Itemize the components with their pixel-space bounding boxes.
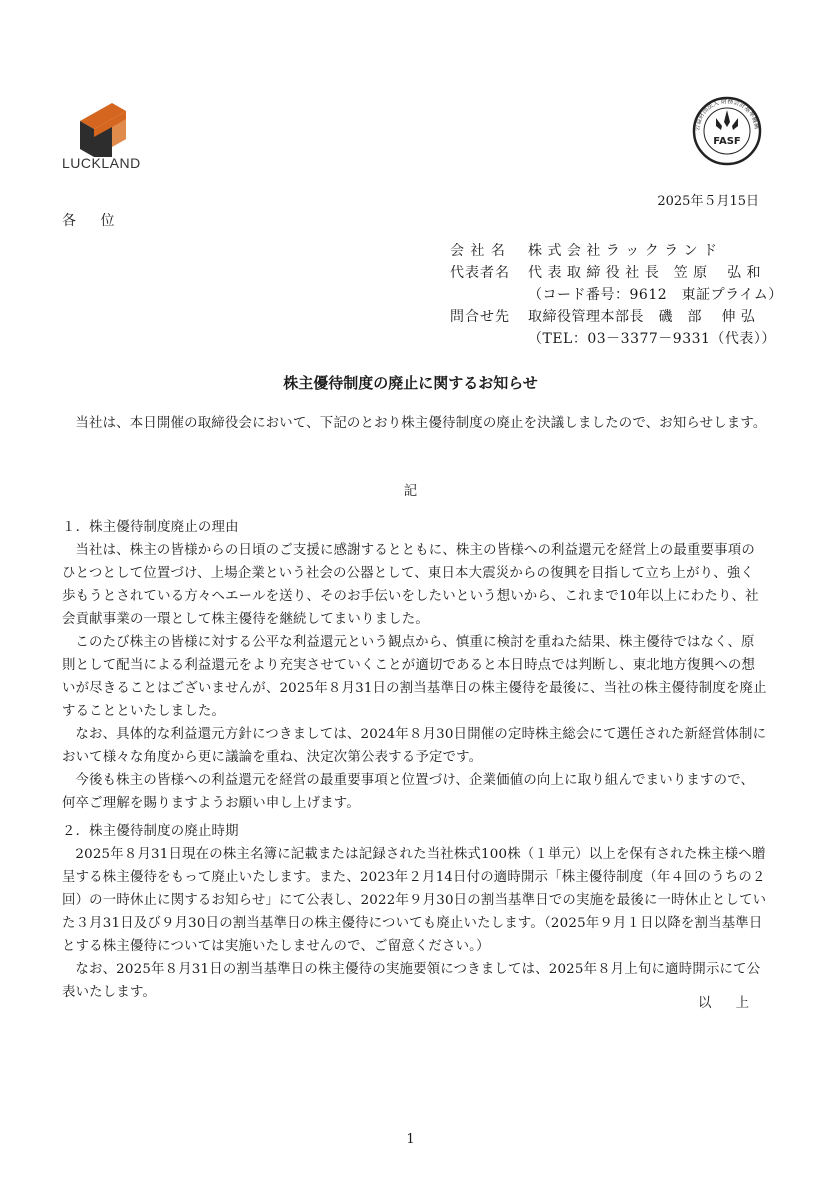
info-row-code	[450, 284, 783, 306]
info-label: 問合せ先	[450, 309, 510, 325]
company-info-block	[450, 240, 783, 350]
section-paragraph: このたび株主の皆様に対する公平な利益還元という観点から、慎重に検討を重ねた結果、株主優待ではなく、原則として配当による利益還元をより充実させていくことが適切であると本日時点では判断し、東北地方復興への想いが尽きることはございませんが、2025年８月31日の割当基準日の株主優待を最後に、当社の株主優待制度を廃止することといたしました。	[62, 635, 767, 719]
release-date: 2025年５月15日	[657, 194, 759, 209]
closing-mark: 以 上	[697, 996, 759, 1011]
info-label: 会 社 名	[450, 243, 506, 259]
document-title: 株主優待制度の廃止に関するお知らせ	[283, 374, 538, 392]
info-row-company	[450, 240, 783, 262]
info-value: （コード番号：9612 東証プライム）	[528, 287, 783, 303]
section-paragraph: なお、2025年８月31日の割当基準日の株主優待の実施要領につきましては、2025年８月上旬に適時開示にて公表いたします。	[62, 962, 761, 1000]
ki-marker: 記	[403, 484, 418, 499]
info-row-representative	[450, 262, 783, 284]
addressee: 各 位	[62, 213, 125, 229]
section-heading: １．株主優待制度廃止の理由	[62, 520, 239, 535]
info-value: 株 式 会 社 ラ ッ ク ラ ン ド	[528, 243, 718, 259]
info-label	[450, 328, 528, 350]
intro-paragraph: 当社は、本日開催の取締役会において、下記のとおり株主優待制度の廃止を決議しましたので、お知らせします。	[75, 416, 767, 431]
info-label	[450, 284, 528, 306]
section-paragraph: 2025年８月31日現在の株主名簿に記載または記録された当社株式100株（１単元）以上を保有された株主様へ贈呈する株主優待をもって廃止いたします。また、2023年２月14日付の適時開示「株主優待制度（年４回のうちの２回）の一時休止に関するお知らせ」にて公表し、2022年９月30日の割当基準日での実施を最後に一時休止としていた３月31日及び９月30日の割当基準日の株主優待についても廃止いたします。（2025年９月１日以降を割当基準日とする株主優待については実施いたしませんので、ご留意ください。）	[62, 847, 767, 954]
info-row-tel	[450, 328, 783, 350]
info-value: 代 表 取 締 役 社 長 笠 原 弘 和	[528, 265, 762, 281]
luckland-logo-icon	[80, 103, 126, 157]
fasf-badge-icon	[692, 96, 762, 166]
info-value: （TEL：03－3377－9331（代表））	[528, 331, 776, 347]
info-value: 取締役管理本部長 磯 部 伸 弘	[528, 309, 756, 325]
fasf-ring-text: 公益財団法人 財務会計基準機構	[693, 97, 761, 132]
fasf-badge-text: FASF	[713, 136, 741, 147]
page-number: 1	[406, 1132, 415, 1147]
section-reason	[62, 516, 767, 815]
company-logo-text: LUCKLAND	[62, 155, 141, 171]
section-heading: ２．株主優待制度の廃止時期	[62, 824, 239, 839]
info-row-contact	[450, 306, 783, 328]
info-label: 代表者名	[450, 265, 510, 281]
section-paragraph: 今後も株主の皆様への利益還元を経営の最重要事項と位置づけ、企業価値の向上に取り組んでまいりますので、何卒ご理解を賜りますようお願い申し上げます。	[62, 773, 755, 811]
section-paragraph: 当社は、株主の皆様からの日頃のご支援に感謝するとともに、株主の皆様への利益還元を経営上の最重要事項のひとつとして位置づけ、上場企業という社会の公器として、東日本大震災からの復興を目指して立ち上がり、強く歩もうとされている方々へエールを送り、そのお手伝いをしたいという想いから、これまで10年以上にわたり、社会貢献事業の一環として株主優待を継続してまいりました。	[62, 543, 759, 627]
section-paragraph: なお、具体的な利益還元方針につきましては、2024年８月30日開催の定時株主総会にて選任された新経営体制において様々な角度から更に議論を重ね、決定次第公表する予定です。	[62, 727, 767, 765]
section-timing	[62, 820, 767, 1004]
